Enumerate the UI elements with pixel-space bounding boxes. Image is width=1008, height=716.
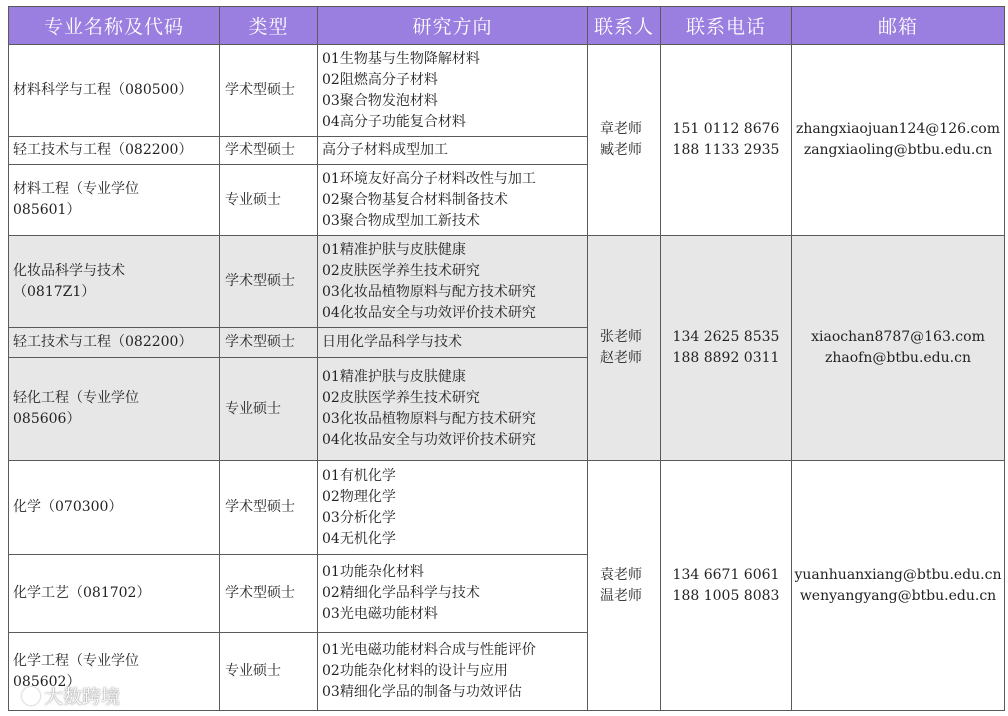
phone-cell bbox=[661, 461, 792, 711]
direction-item: 01精准护肤与皮肤健康 bbox=[322, 241, 466, 258]
header-email: 邮箱 bbox=[792, 7, 1005, 45]
research-directions bbox=[318, 45, 588, 137]
direction-item: 03聚合物发泡材料 bbox=[322, 92, 438, 109]
degree-type: 专业硕士 bbox=[220, 633, 318, 711]
header-row bbox=[9, 7, 1005, 45]
program-name: 化学（070300） bbox=[13, 499, 123, 515]
phone-number: 188 8892 0311 bbox=[672, 350, 780, 366]
direction-item: 04无机化学 bbox=[322, 530, 396, 547]
contact-cell bbox=[588, 461, 661, 711]
degree-type: 学术型硕士 bbox=[220, 555, 318, 633]
research-directions bbox=[318, 137, 588, 165]
table-row bbox=[9, 236, 1005, 328]
program-name-cell bbox=[9, 555, 220, 633]
research-directions bbox=[318, 328, 588, 358]
direction-item: 01环境友好高分子材料改性与加工 bbox=[322, 170, 536, 187]
email-cell bbox=[792, 461, 1005, 711]
program-name: 轻工技术与工程（082200） bbox=[13, 142, 193, 158]
watermark bbox=[22, 682, 120, 709]
program-name-cell bbox=[9, 236, 220, 328]
programs-table bbox=[8, 6, 1005, 711]
research-directions bbox=[318, 633, 588, 711]
watermark-text: 大数跨境 bbox=[44, 686, 121, 708]
program-name-cell bbox=[9, 137, 220, 165]
program-code: 085606） bbox=[13, 411, 81, 427]
contact-name: 温老师 bbox=[600, 587, 642, 604]
program-code: 085602） bbox=[13, 673, 81, 690]
program-name: 化学工艺（081702） bbox=[13, 585, 151, 601]
direction-item: 01有机化学 bbox=[322, 467, 396, 484]
program-name: 材料工程（专业学位 bbox=[13, 181, 139, 197]
direction-item: 01光电磁功能材料合成与性能评价 bbox=[322, 642, 536, 658]
header-direction: 研究方向 bbox=[318, 7, 588, 45]
program-code: （0817Z1） bbox=[13, 283, 96, 300]
degree-type: 专业硕士 bbox=[220, 165, 318, 236]
research-directions bbox=[318, 358, 588, 461]
direction-item: 高分子材料成型加工 bbox=[322, 142, 448, 158]
direction-item: 04化妆品安全与功效评价技术研究 bbox=[322, 304, 536, 321]
degree-type: 专业硕士 bbox=[220, 358, 318, 461]
direction-item: 02阻燃高分子材料 bbox=[322, 71, 438, 88]
direction-item: 01精准护肤与皮肤健康 bbox=[322, 369, 466, 385]
direction-item: 03聚合物成型加工新技术 bbox=[322, 212, 480, 229]
degree-type: 学术型硕士 bbox=[220, 45, 318, 137]
email-link[interactable]: wenyangyang@btbu.edu.cn bbox=[799, 587, 997, 604]
contact-cell bbox=[588, 236, 661, 461]
program-name-cell bbox=[9, 358, 220, 461]
contact-name: 臧老师 bbox=[600, 142, 642, 158]
direction-item: 01生物基与生物降解材料 bbox=[322, 50, 480, 67]
degree-type: 学术型硕士 bbox=[220, 236, 318, 328]
direction-item: 日用化学品科学与技术 bbox=[322, 334, 462, 350]
direction-item: 03光电磁功能材料 bbox=[322, 606, 438, 622]
contact-cell bbox=[588, 45, 661, 236]
contact-name: 赵老师 bbox=[600, 350, 642, 366]
phone-number: 134 6671 6061 bbox=[672, 566, 780, 583]
table-row bbox=[9, 461, 1005, 555]
direction-item: 02功能杂化材料的设计与应用 bbox=[322, 663, 508, 679]
research-directions bbox=[318, 555, 588, 633]
program-name-cell bbox=[9, 328, 220, 358]
email-link[interactable]: yuanhuanxiang@btbu.edu.cn bbox=[794, 566, 1002, 583]
research-directions bbox=[318, 461, 588, 555]
phone-number: 188 1133 2935 bbox=[672, 142, 780, 158]
phone-number: 134 2625 8535 bbox=[672, 329, 780, 345]
contact-name: 章老师 bbox=[600, 121, 642, 137]
degree-type: 学术型硕士 bbox=[220, 328, 318, 358]
program-name-cell bbox=[9, 461, 220, 555]
contact-name: 张老师 bbox=[600, 329, 642, 345]
phone-number: 151 0112 8676 bbox=[672, 121, 780, 137]
direction-item: 02物理化学 bbox=[322, 488, 396, 505]
program-code: 085601） bbox=[13, 202, 81, 218]
program-name: 化学工程（专业学位 bbox=[13, 652, 139, 669]
header-phone: 联系电话 bbox=[661, 7, 792, 45]
phone-cell bbox=[661, 236, 792, 461]
direction-item: 01功能杂化材料 bbox=[322, 564, 424, 580]
email-link[interactable]: zangxiaoling@btbu.edu.cn bbox=[803, 142, 993, 158]
direction-item: 02皮肤医学养生技术研究 bbox=[322, 390, 480, 406]
program-name-cell bbox=[9, 45, 220, 137]
direction-item: 02精细化学品科学与技术 bbox=[322, 585, 480, 601]
direction-item: 03分析化学 bbox=[322, 509, 396, 526]
direction-item: 03化妆品植物原料与配方技术研究 bbox=[322, 411, 536, 427]
program-name: 轻工技术与工程（082200） bbox=[13, 334, 193, 350]
table-body bbox=[9, 45, 1005, 711]
degree-type: 学术型硕士 bbox=[220, 461, 318, 555]
table-row bbox=[9, 45, 1005, 137]
contact-name: 袁老师 bbox=[600, 566, 642, 583]
direction-item: 03精细化学品的制备与功效评估 bbox=[322, 684, 522, 700]
research-directions bbox=[318, 165, 588, 236]
email-link[interactable]: xiaochan8787@163.com bbox=[811, 329, 985, 345]
header-type: 类型 bbox=[220, 7, 318, 45]
degree-type: 学术型硕士 bbox=[220, 137, 318, 165]
phone-number: 188 1005 8083 bbox=[672, 587, 780, 604]
direction-item: 04化妆品安全与功效评价技术研究 bbox=[322, 432, 536, 448]
phone-cell bbox=[661, 45, 792, 236]
direction-item: 03化妆品植物原料与配方技术研究 bbox=[322, 283, 536, 300]
direction-item: 04高分子功能复合材料 bbox=[322, 113, 466, 130]
program-name-cell bbox=[9, 165, 220, 236]
program-name: 材料科学与工程（080500） bbox=[13, 82, 193, 98]
email-cell bbox=[792, 236, 1005, 461]
research-directions bbox=[318, 236, 588, 328]
email-cell bbox=[792, 45, 1005, 236]
header-name: 专业名称及代码 bbox=[9, 7, 220, 45]
header-contact: 联系人 bbox=[588, 7, 661, 45]
direction-item: 02皮肤医学养生技术研究 bbox=[322, 262, 480, 279]
program-name: 化妆品科学与技术 bbox=[13, 262, 125, 279]
email-link[interactable]: zhangxiaojuan124@126.com bbox=[795, 121, 1001, 137]
program-name: 轻化工程（专业学位 bbox=[13, 390, 139, 406]
direction-item: 02聚合物基复合材料制备技术 bbox=[322, 191, 508, 208]
email-link[interactable]: zhaofn@btbu.edu.cn bbox=[825, 350, 971, 366]
watermark-logo-icon bbox=[22, 687, 40, 705]
